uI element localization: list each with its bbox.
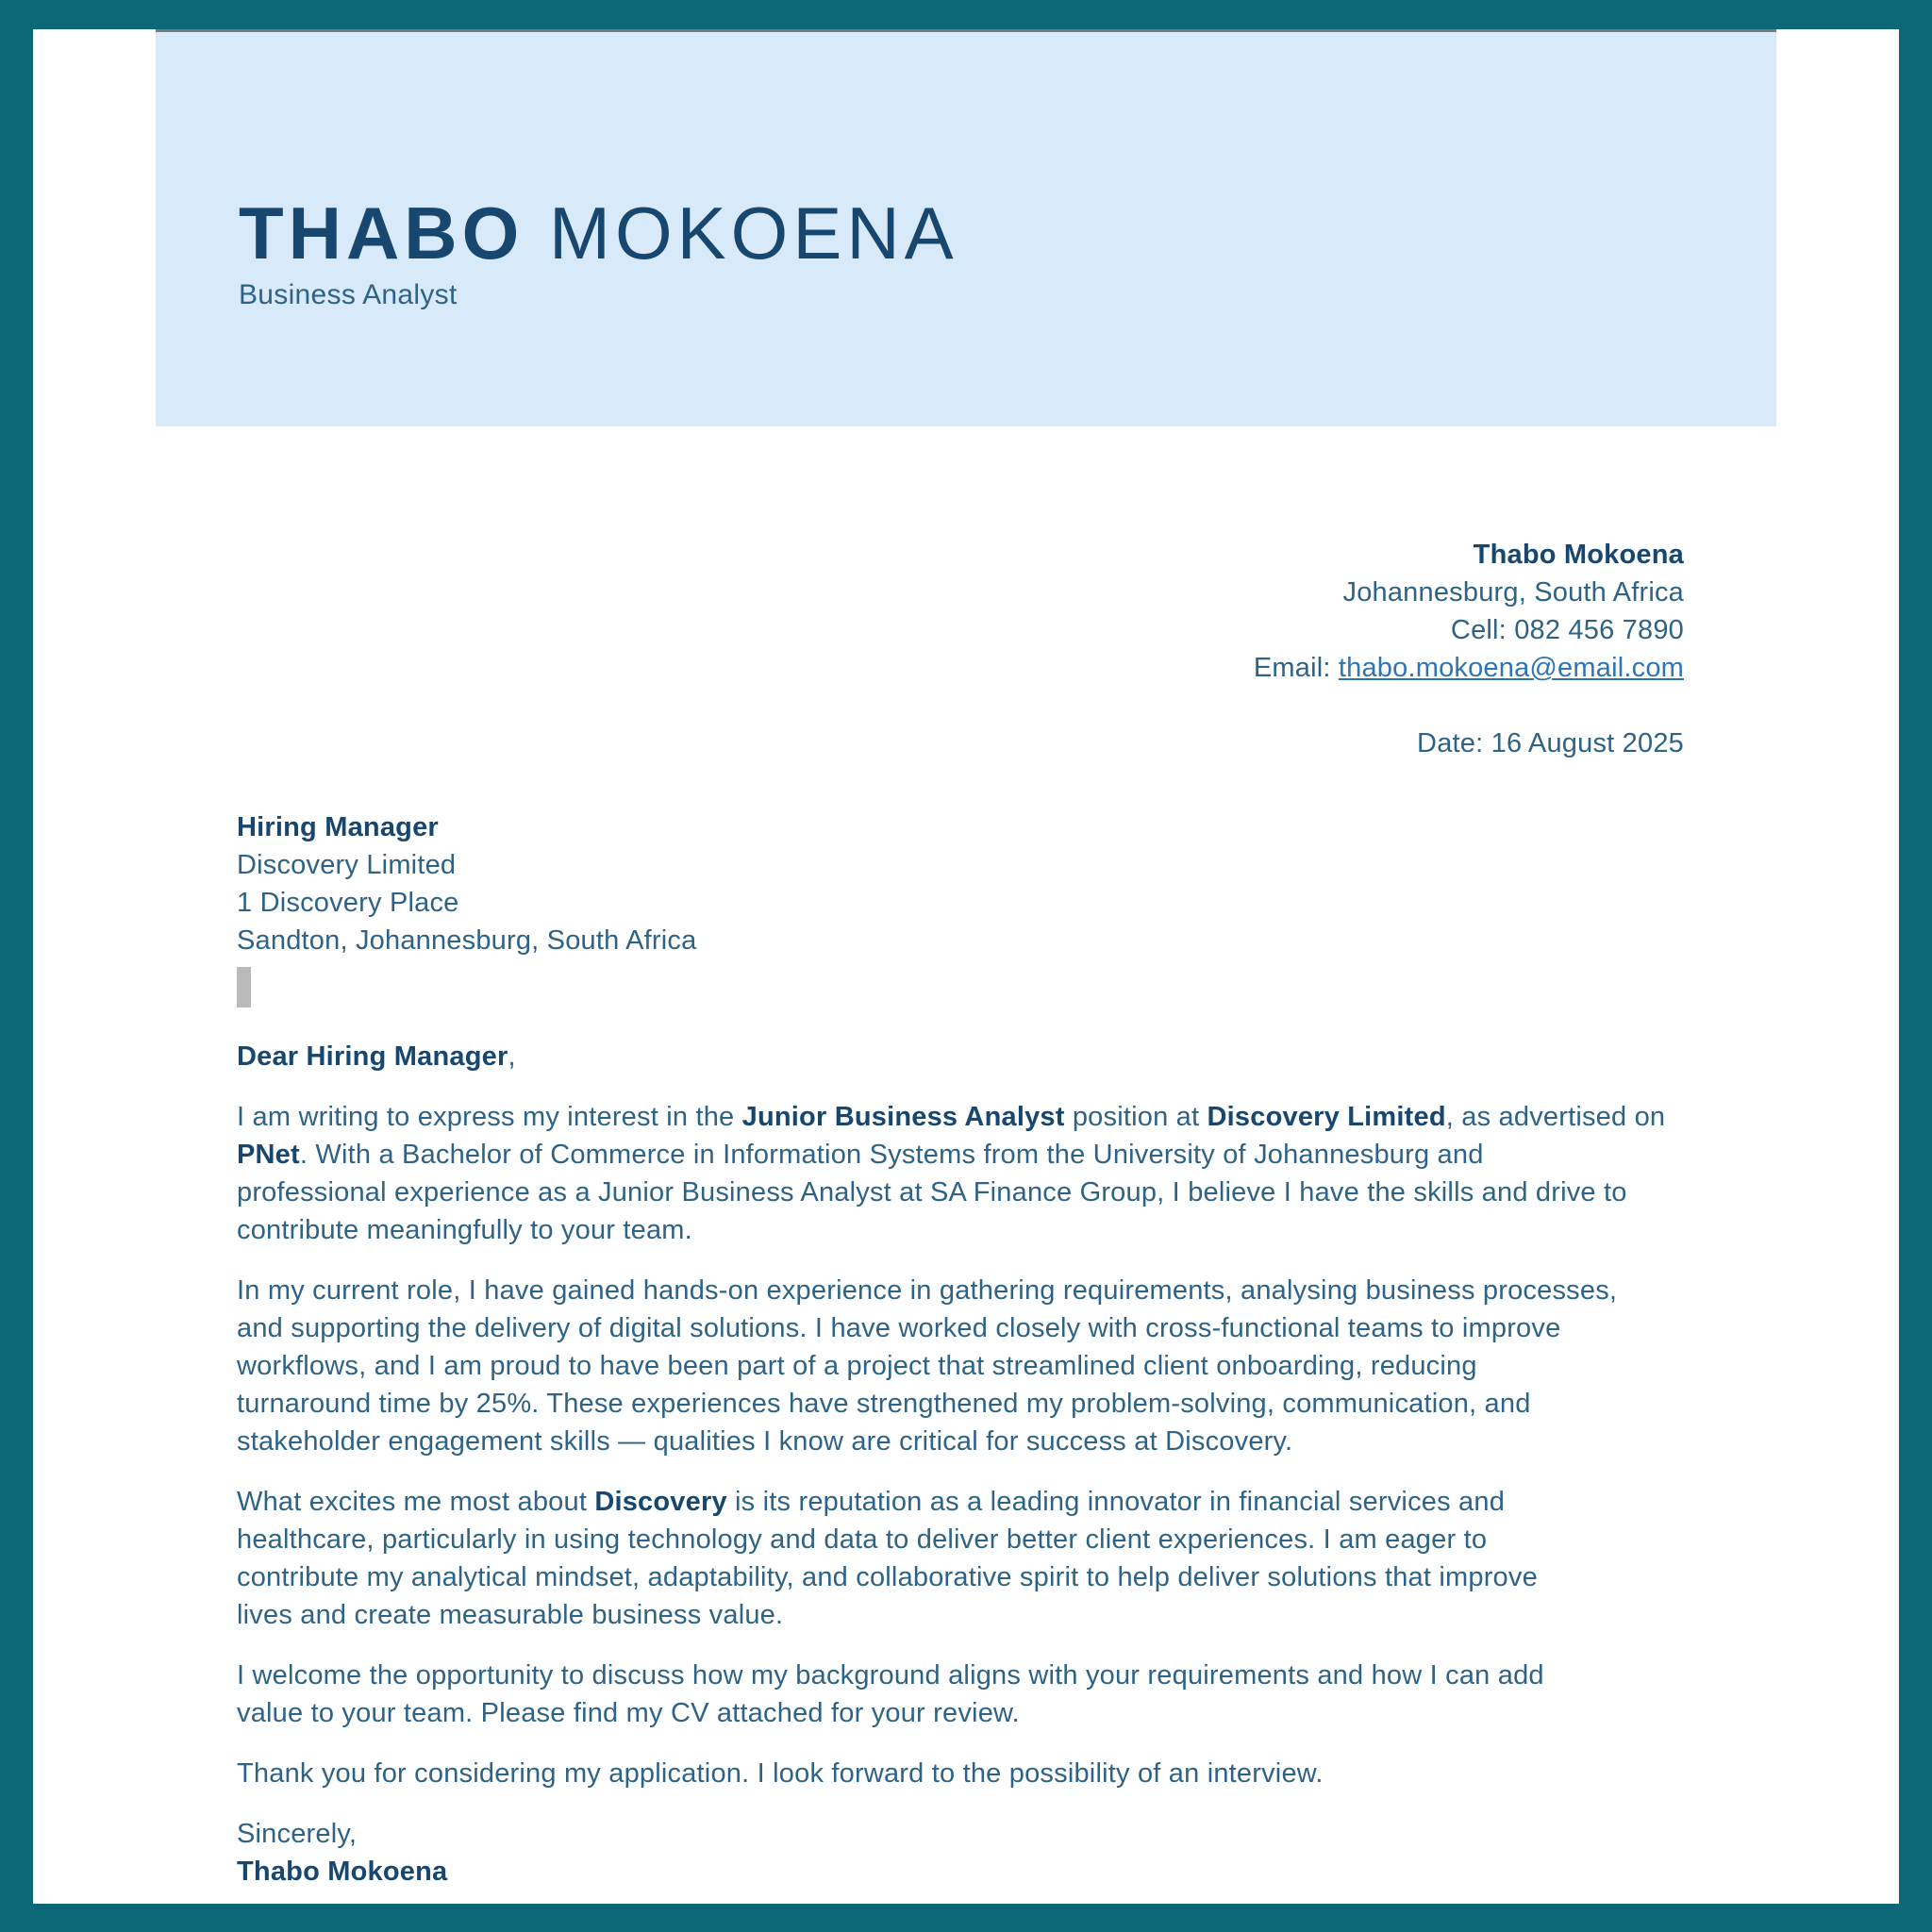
- paragraph-line: value to your team. Please find my CV attached for your review.: [237, 1698, 1020, 1728]
- sender-email-line: [1254, 649, 1684, 687]
- paragraph-line: I welcome the opportunity to discuss how my background aligns with your requirements and how I can add: [237, 1660, 1544, 1690]
- letter-date: Date: 16 August 2025: [1417, 728, 1684, 758]
- paragraph-line: What excites me most about Discovery is its reputation as a leading innovator in financial services and: [237, 1487, 1506, 1517]
- paragraph-line: professional experience as a Junior Business Analyst at SA Finance Group, I believe I have the skills and drive to: [237, 1177, 1627, 1208]
- paragraph-line: contribute my analytical mindset, adaptability, and collaborative spirit to help deliver solutions that improve: [237, 1562, 1538, 1592]
- signature-name: Thabo Mokoena: [237, 1857, 448, 1887]
- letter-paragraphs: [237, 1098, 1737, 1792]
- paragraph-line: and supporting the delivery of digital solutions. I have worked closely with cross-functional teams to improve: [237, 1313, 1561, 1343]
- paragraph-line: turnaround time by 25%. These experiences have strengthened my problem-solving, communication, and: [237, 1389, 1531, 1419]
- recipient-street: 1 Discovery Place: [237, 888, 459, 918]
- recipient-company: Discovery Limited: [237, 850, 457, 880]
- recipient-city: Sandton, Johannesburg, South Africa: [237, 925, 697, 956]
- letter-body: [237, 1038, 1737, 1890]
- body-paragraph: [237, 1272, 1737, 1460]
- sender-name: Thabo Mokoena: [1473, 540, 1684, 570]
- body-paragraph: [237, 1483, 1737, 1634]
- paragraph-line: I am writing to express my interest in the Junior Business Analyst position at Discovery Limited, as advertised on: [237, 1102, 1666, 1132]
- recipient-address-block: [237, 808, 696, 959]
- text-cursor: [237, 967, 251, 1008]
- salutation-text: Dear Hiring Manager: [237, 1041, 508, 1072]
- document-page: [33, 29, 1899, 1904]
- applicant-last-name: MOKOENA: [548, 192, 958, 275]
- paragraph-line: Thank you for considering my application. I look forward to the possibility of an interview.: [237, 1758, 1324, 1789]
- paragraph-line: PNet. With a Bachelor of Commerce in Information Systems from the University of Johannesburg and: [237, 1140, 1484, 1170]
- paragraph-line: healthcare, particularly in using technology and data to deliver better client experiences. I am eager to: [237, 1524, 1488, 1555]
- salutation: [237, 1038, 1737, 1075]
- paragraph-line: contribute meaningfully to your team.: [237, 1215, 692, 1245]
- valediction: Sincerely,: [237, 1819, 358, 1849]
- sender-email-label: Email:: [1253, 653, 1339, 683]
- recipient-title: Hiring Manager: [237, 812, 439, 842]
- sender-location: Johannesburg, South Africa: [1342, 577, 1684, 608]
- paragraph-line: stakeholder engagement skills — qualities I know are critical for success at Discovery.: [237, 1426, 1293, 1457]
- applicant-first-name: THABO: [239, 192, 525, 275]
- sender-email-link[interactable]: thabo.mokoena@email.com: [1338, 653, 1684, 683]
- body-paragraph: [237, 1755, 1737, 1792]
- paragraph-line: lives and create measurable business value.: [237, 1600, 784, 1630]
- body-paragraph: [237, 1098, 1737, 1249]
- paragraph-line: In my current role, I have gained hands-on experience in gathering requirements, analysing business processes,: [237, 1275, 1618, 1306]
- salutation-comma: ,: [508, 1041, 516, 1072]
- applicant-name-title: [239, 191, 958, 276]
- header-band: [156, 29, 1776, 426]
- paragraph-line: workflows, and I am proud to have been part of a project that streamlined client onboarding, reducing: [237, 1351, 1477, 1381]
- applicant-role: Business Analyst: [239, 279, 458, 310]
- sender-cell: Cell: 082 456 7890: [1450, 615, 1684, 645]
- body-paragraph: [237, 1657, 1737, 1732]
- sender-contact-block: [1254, 536, 1684, 762]
- closing-block: [237, 1815, 1737, 1890]
